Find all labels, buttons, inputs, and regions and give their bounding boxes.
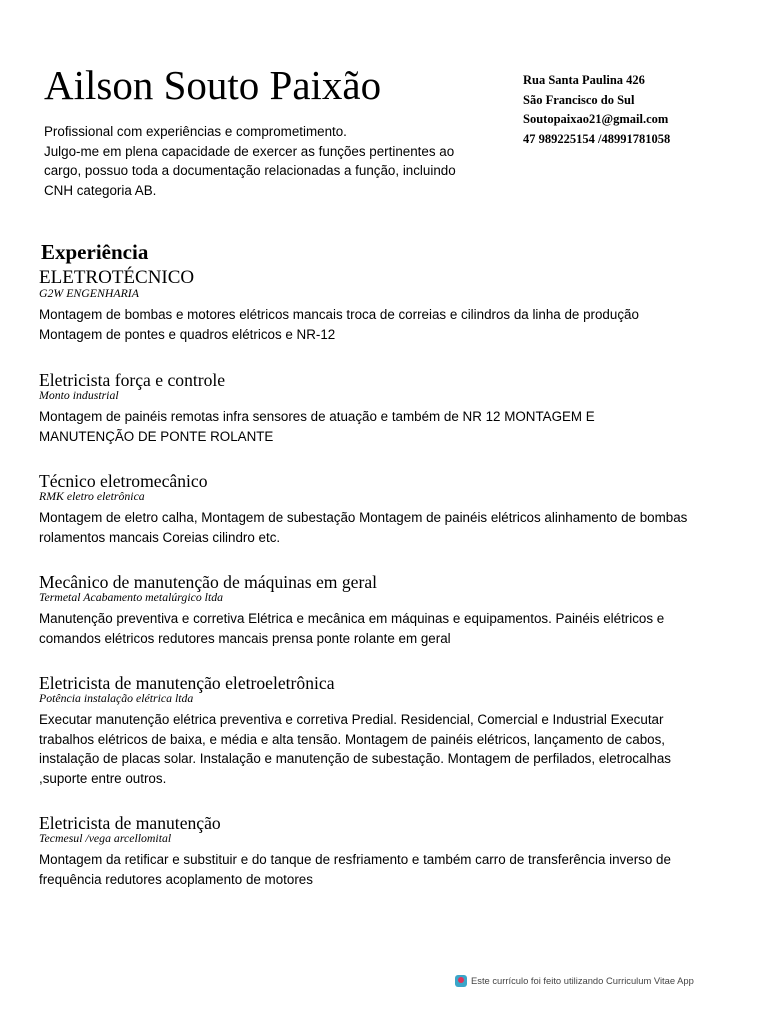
job-description-line: Montagem da retificar e substituir e do tanque de resfriamento e também carro de transferência inverso de [39,852,671,867]
job-title: Mecânico de manutenção de máquinas em geral [39,572,378,592]
job-description-line: frequência redutores acoplamento de motores [39,871,313,887]
job-entry [39,572,739,648]
job-company: Potência instalação elétrica ltda [39,691,194,705]
job-company: Monto industrial [39,388,119,402]
job-description-line: comandos elétricos redutores mancais prensa ponte rolante em geral [39,630,451,646]
job-description [39,710,739,789]
job-entry [39,471,739,547]
job-description [39,407,739,446]
job-company: Termetal Acabamento metalúrgico ltda [39,590,224,604]
contact-block [523,71,670,150]
job-description-line: trabalhos elétricos de baixa, e média e alta tensão. Montagem de painéis elétricos, lançamento de cabos, [39,731,666,747]
job-title: ELETROTÉCNICO [39,267,195,288]
job-title: Técnico eletromecânico [39,471,208,491]
job-description-line: Montagem de pontes e quadros elétricos e NR-12 [39,326,336,342]
job-entry [39,673,739,789]
job-title: Eletricista de manutenção eletroeletrônica [39,673,335,693]
job-description-line: rolamentos mancais Coreias cilindro etc. [39,529,281,545]
summary-line: CNH categoria AB. [44,182,157,198]
experience-section-title: Experiência [41,240,149,264]
summary-line: Profissional com experiências e comprometimento. [44,124,347,139]
job-entry [39,813,739,889]
job-description-line: Montagem de bombas e motores elétricos mancais troca de correias e cilindros da linha de produção [39,307,639,322]
job-company: RMK eletro eletrônica [39,489,145,503]
summary-line: Julgo-me em plena capacidade de exercer as funções pertinentes ao [44,143,455,159]
job-title: Eletricista força e controle [39,370,226,390]
job-title: Eletricista de manutenção [39,813,221,833]
curriculum-vitae-app-icon [455,975,467,987]
summary-line: cargo, possuo toda a documentação relacionadas a função, incluindo [44,163,456,179]
job-entry [39,268,739,344]
job-description [39,508,739,547]
job-description-line: Montagem de eletro calha, Montagem de subestação Montagem de painéis elétricos alinhamento de bombas [39,510,688,525]
candidate-name: Ailson Souto Paixão [44,62,382,108]
job-description-line: Montagem de painéis remotas infra sensores de atuação e também de NR 12 MONTAGEM E [39,409,595,424]
contact-email: Soutopaixao21@gmail.com [523,112,669,127]
job-description-line: Executar manutenção elétrica preventiva e corretiva Predial. Residencial, Comercial e Industrial Executar [39,712,664,727]
job-description-line: MANUTENÇÃO DE PONTE ROLANTE [39,428,274,444]
job-entry [39,370,739,446]
job-description [39,305,739,344]
job-company: Tecmesul /vega arcellomital [39,831,172,845]
contact-city: São Francisco do Sul [523,92,635,107]
job-description-line: Manutenção preventiva e corretiva Elétrica e mecânica em máquinas e equipamentos. Painéis elétricos e [39,611,665,626]
job-description-line: ,suporte entre outros. [39,771,167,787]
contact-phones: 47 989225154 /48991781058 [523,132,671,147]
job-company: G2W ENGENHARIA [39,286,139,300]
profile-summary [44,122,504,200]
job-description [39,609,739,648]
app-credit-footer [455,974,694,988]
job-description-line: instalação de placas solar. Instalação e manutenção de subestação. Montagem de perfilados, eletrocalhas [39,751,671,767]
app-credit-text: Este currículo foi feito utilizando Curriculum Vitae App [471,975,694,986]
job-description [39,850,739,889]
contact-address: Rua Santa Paulina 426 [523,73,645,87]
